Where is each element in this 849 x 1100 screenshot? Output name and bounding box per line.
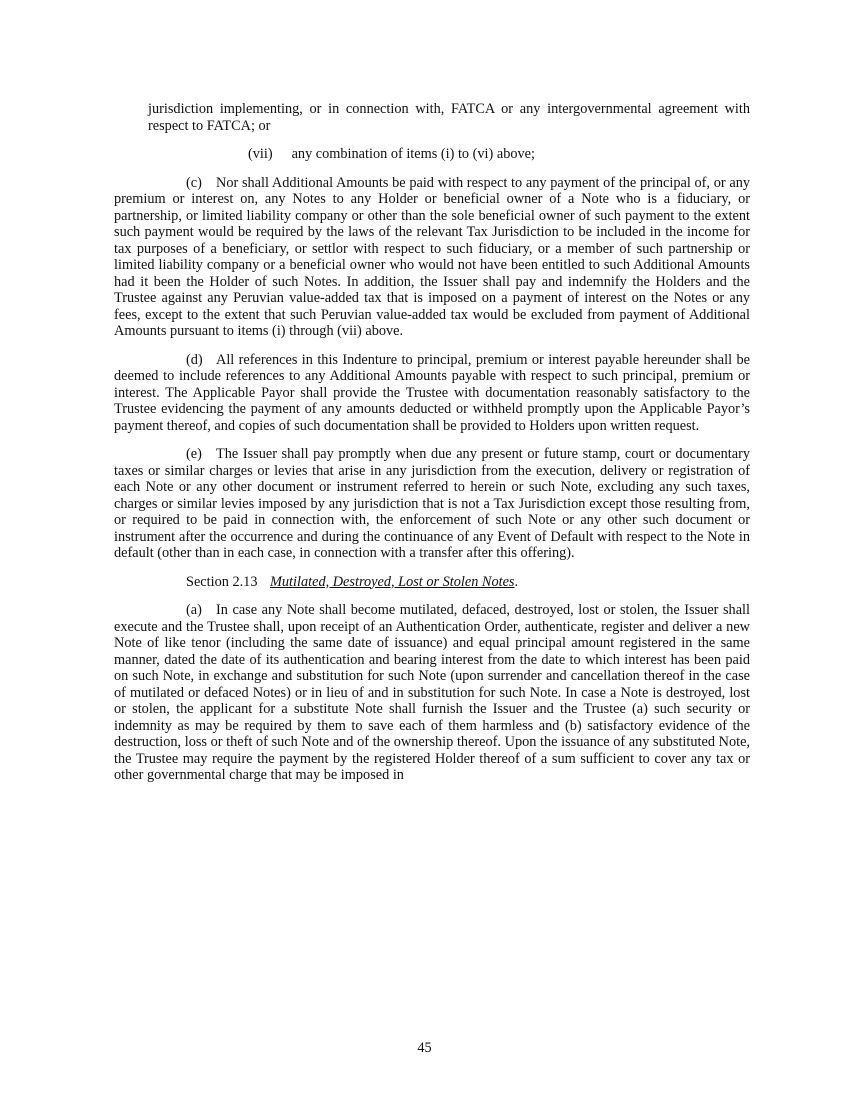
paragraph-d-text: All references in this Indenture to principal, premium or interest payable hereunder shall be deemed to include references to any Additional Amounts payable with respect to such principal, premium or interest. The Applicable Payor shall provide the Trustee with documentation reasonably satisfactory to the Trustee evidencing the payment of any amounts deducted or withheld promptly upon the Applicable Payor’s payment thereof, and copies of such documentation shall be provided to Holders upon written request. xyxy=(114,351,750,434)
item-vii xyxy=(114,146,750,163)
page-number: 45 xyxy=(417,1040,432,1056)
section-title-suffix: . xyxy=(514,573,519,590)
section-title: Mutilated, Destroyed, Lost or Stolen Notes xyxy=(270,573,515,590)
paragraph-d-label: (d) xyxy=(186,351,203,368)
item-vii-text: any combination of items (i) to (vi) above; xyxy=(291,146,535,162)
section-paragraph-a xyxy=(114,602,750,784)
section-paragraph-a-label: (a) xyxy=(186,602,202,618)
paragraph-e xyxy=(114,446,750,562)
section-heading xyxy=(114,574,750,591)
section-number: Section 2.13 xyxy=(186,573,258,590)
paragraph-c-text: Nor shall Additional Amounts be paid with respect to any payment of the principal of, or any premium or interest on, any Notes to any Holder or beneficial owner of a Note who is a fiduciary, or partnership, or limited liability company or other than the sole beneficial owner of such payment to the extent such payment would be required by the laws of the relevant Tax Jurisdiction to be included in the income for tax purposes of a beneficiary, or settlor with respect to such fiduciary, or a member of such partnership or limited liability company or a beneficial owner who would not have been entitled to such Additional Amounts had it been the Holder of such Notes. In addition, the Issuer shall pay and indemnify the Holders and the Trustee against any Peruvian value-added tax that is imposed on a payment of interest on the Notes or any fees, except to the extent that such Peruvian value-added tax would be excluded from payment of Additional Amounts pursuant to items (i) through (vii) above. xyxy=(114,174,750,339)
paragraph-e-text: The Issuer shall pay promptly when due any present or future stamp, court or documentary taxes or similar charges or levies that arise in any jurisdiction from the execution, delivery or registration of each Note or any other document or instrument referred to herein or such Note, excluding any such taxes, charges or similar levies imposed by any jurisdiction that is not a Tax Jurisdiction except those resulting from, or required to be paid in connection with, the enforcement of such Note or any other such document or instrument after the occurrence and during the continuance of any Event of Default with respect to the Note in default (other than in each case, in connection with a transfer after this offering). xyxy=(114,446,750,561)
paragraph-c-label: (c) xyxy=(186,174,202,191)
paragraph-e-label: (e) xyxy=(186,446,202,462)
continuation-paragraph: jurisdiction implementing, or in connection with, FATCA or any intergovernmental agreement with respect to FATCA; or xyxy=(148,101,750,134)
section-paragraph-a-text: In case any Note shall become mutilated, defaced, destroyed, lost or stolen, the Issuer shall execute and the Trustee shall, upon receipt of an Authentication Order, authenticate, register and deliver a new Note of like tenor (including the same date of issuance) and equal principal amount registered in the same manner, dated the date of its authentication and bearing interest from the date to which interest has been paid on such Note, in exchange and substitution for such Note (upon surrender and cancellation thereof in the case of mutilated or defaced Notes) or in lieu of and in substitution for such Note. In case a Note is destroyed, lost or stolen, the applicant for a substitute Note shall furnish the Issuer and the Trustee (a) such security or indemnity as may be required by them to save each of them harmless and (b) satisfactory evidence of the destruction, loss or theft of such Note and of the ownership thereof. Upon the issuance of any substituted Note, the Trustee may require the payment by the registered Holder thereof of a sum sufficient to cover any tax or other governmental charge that may be imposed in xyxy=(114,602,750,783)
item-vii-label: (vii) xyxy=(248,146,273,162)
body-text xyxy=(114,101,750,796)
paragraph-d xyxy=(114,352,750,435)
paragraph-c xyxy=(114,175,750,340)
